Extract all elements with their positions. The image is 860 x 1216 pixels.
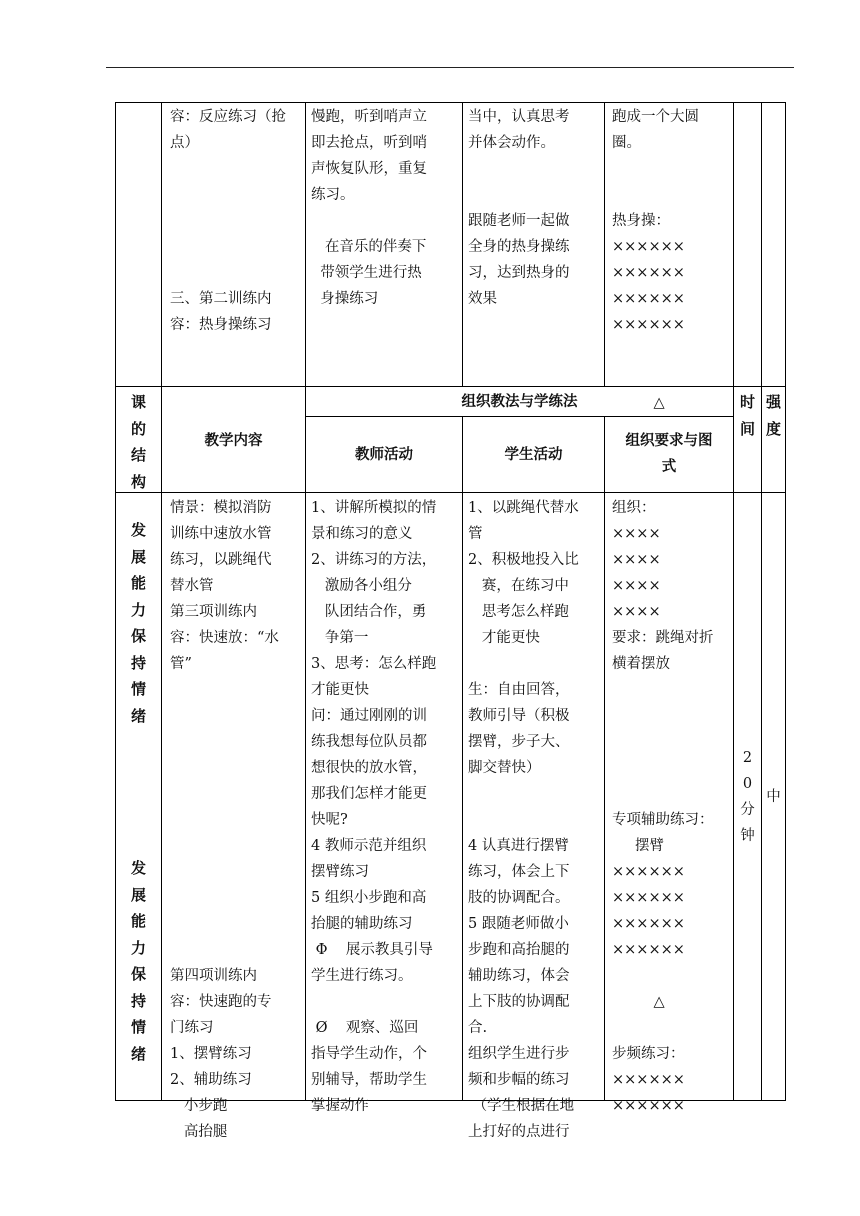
structure-char: 绪	[130, 706, 146, 725]
content-line: 容：快速跑的专	[170, 994, 272, 1010]
body-org-cell	[612, 495, 732, 1119]
structure-char: 能	[130, 574, 146, 592]
student-line: 全身的热身操练	[468, 239, 570, 255]
content-line: 三、第二训练内	[170, 291, 272, 307]
header-intensity	[762, 389, 785, 442]
body-student-cell	[468, 495, 603, 1145]
structure-char: 力	[130, 938, 146, 957]
teacher-line: 慢跑，听到哨声立	[311, 109, 427, 125]
student-line: 1、以跳绳代替水	[468, 500, 579, 516]
org-line: 圈。	[612, 135, 641, 151]
student-line: 才能更快	[468, 630, 540, 646]
teacher-line: 想很快的放水管，	[311, 760, 427, 776]
col-line-4	[604, 102, 605, 386]
org-line	[612, 156, 732, 182]
teacher-line	[311, 989, 461, 1015]
org-line: ××××××	[612, 916, 685, 932]
teacher-line: 摆臂练习	[311, 864, 369, 880]
org-line: 步频练习：	[612, 1046, 685, 1062]
content-line	[170, 234, 305, 260]
org-line: 要求：跳绳对折	[612, 630, 714, 646]
student-line: 效果	[468, 291, 497, 307]
teacher-line: 练习。	[311, 187, 355, 203]
header-char: 结	[130, 446, 146, 464]
content-line: 1、摆臂练习	[170, 1046, 252, 1062]
teacher-line: 激励各小组分	[311, 578, 412, 594]
org-line: ××××	[612, 578, 661, 594]
content-line: 门练习	[170, 1020, 214, 1036]
teacher-line: 别辅导，帮助学生	[311, 1072, 427, 1088]
content-line	[170, 807, 305, 833]
org-line: △	[612, 994, 665, 1010]
student-line: 2、积极地投入比	[468, 552, 579, 568]
structure-char: 能	[130, 912, 146, 930]
content-line: 管”	[170, 656, 192, 672]
content-line	[170, 833, 305, 859]
student-line: 生：自由回答，	[468, 682, 570, 698]
content-line	[170, 182, 305, 208]
structure-char: 展	[130, 885, 146, 904]
teacher-line: 带领学生进行热	[311, 265, 422, 281]
teacher-line: 景和练习的意义	[311, 526, 413, 542]
student-line: 辅助练习，体会	[468, 968, 570, 984]
teacher-line: 那我们怎样才能更	[311, 786, 427, 802]
student-line: 并体会动作。	[468, 135, 555, 151]
student-line	[468, 182, 603, 208]
content-line	[170, 911, 305, 937]
student-line: 肢的协调配合。	[468, 890, 570, 906]
student-line: 跟随老师一起做	[468, 213, 570, 229]
teacher-line: 指导学生动作，个	[311, 1046, 427, 1062]
org-line	[612, 703, 732, 729]
structure-char: 持	[130, 991, 146, 1010]
header-char: 构	[130, 472, 146, 491]
teacher-line: Φ 展示教具引导	[311, 942, 433, 958]
top-content-cell	[170, 104, 305, 338]
col-line-2	[305, 102, 306, 1101]
teacher-line: 争第一	[311, 630, 369, 646]
content-line	[170, 755, 305, 781]
structure-char: 情	[130, 680, 146, 698]
student-line: 5 跟随老师做小	[468, 916, 569, 932]
body-teacher-cell	[311, 495, 461, 1119]
org-line: ××××××	[612, 317, 685, 333]
teacher-line: Ø 观察、巡回	[311, 1020, 419, 1036]
content-line: 容：快速放：“水	[170, 630, 279, 646]
header-char: 时	[739, 393, 755, 411]
col-line-1	[161, 102, 162, 1101]
header-content: 教学内容	[204, 433, 263, 449]
col-line-3b	[462, 416, 463, 1101]
teacher-line: 队团结合作，勇	[311, 604, 427, 620]
table-border-subheader	[305, 416, 733, 417]
student-line	[468, 781, 603, 807]
student-line: 组织学生进行步	[468, 1046, 570, 1062]
teacher-line: 声恢复队形，重复	[311, 161, 427, 177]
teacher-line: 4 教师示范并组织	[311, 838, 427, 854]
structure-char: 持	[130, 653, 146, 672]
teacher-line: 2、讲练习的方法，	[311, 552, 437, 568]
structure-char: 情	[130, 1018, 146, 1036]
body-content-cell	[170, 495, 305, 1145]
content-line	[170, 859, 305, 885]
header-char: 间	[739, 419, 755, 438]
content-line: 替水管	[170, 578, 214, 594]
content-line: 点）	[170, 135, 199, 151]
time-char: 分	[740, 802, 755, 818]
org-line	[612, 677, 732, 703]
teacher-line: 3、思考：怎么样跑	[311, 656, 437, 672]
teacher-line: 问：通过刚刚的训	[311, 708, 427, 724]
content-line	[170, 260, 305, 286]
structure-label-b	[116, 855, 161, 1067]
time-char: 钟	[740, 828, 755, 844]
content-line	[170, 156, 305, 182]
col-line-3	[462, 102, 463, 386]
org-line	[612, 364, 732, 390]
content-line: 练习，以跳绳代	[170, 552, 272, 568]
structure-char: 展	[130, 547, 146, 566]
org-line: ××××	[612, 552, 661, 568]
student-line: 管	[468, 526, 483, 542]
structure-char: 保	[130, 627, 146, 645]
org-line	[612, 182, 732, 208]
org-line: 专项辅助练习：	[612, 812, 714, 828]
student-line: 当中，认真思考	[468, 109, 570, 125]
org-line	[612, 338, 732, 364]
teacher-line: 即去抢点，听到哨	[311, 135, 427, 151]
org-line: ××××××	[612, 239, 685, 255]
org-line: ××××××	[612, 291, 685, 307]
header-line: 式	[661, 459, 677, 475]
student-line	[468, 651, 603, 677]
col-line-7	[785, 102, 786, 1101]
structure-char: 绪	[130, 1044, 146, 1063]
org-line	[612, 729, 732, 755]
org-line: ××××××	[612, 1098, 685, 1114]
org-line: ××××××	[612, 942, 685, 958]
teacher-line: 1、讲解所模拟的情	[311, 500, 437, 516]
org-line: 摆臂	[612, 838, 665, 854]
top-org-cell	[612, 104, 732, 416]
structure-char: 保	[130, 965, 146, 983]
top-student-cell	[468, 104, 603, 312]
org-line	[612, 963, 732, 989]
col-line-4b	[604, 416, 605, 1101]
teacher-line: 5 组织小步跑和高	[311, 890, 427, 906]
header-group: 组织教法与学练法	[461, 394, 578, 410]
header-structure	[116, 389, 161, 495]
content-line	[170, 885, 305, 911]
teacher-line	[311, 208, 461, 234]
header-line: 组织要求与图	[625, 433, 713, 449]
header-char: 的	[130, 419, 146, 438]
header-org	[605, 428, 733, 480]
student-line	[468, 156, 603, 182]
student-line: 脚交替快）	[468, 760, 541, 776]
org-line: ××××	[612, 604, 661, 620]
content-line: 容：反应练习（抢	[170, 109, 286, 125]
content-line: 第四项训练内	[170, 968, 257, 984]
student-line: 摆臂，步子大、	[468, 734, 570, 750]
body-intensity-cell: 中	[766, 789, 781, 805]
org-line: 横着摆放	[612, 656, 670, 672]
student-line: 教师引导（积极	[468, 708, 570, 724]
student-line: （学生根据在地	[468, 1098, 575, 1114]
teacher-line: 掌握动作	[311, 1098, 369, 1114]
org-line: ××××××	[612, 890, 685, 906]
student-line	[468, 807, 603, 833]
student-line: 4 认真进行摆臂	[468, 838, 569, 854]
content-line	[170, 937, 305, 963]
content-line: 2、辅助练习	[170, 1072, 252, 1088]
header-student: 学生活动	[504, 447, 563, 463]
student-line: 合.	[468, 1020, 488, 1036]
student-line: 上下肢的协调配	[468, 994, 570, 1010]
header-char: 课	[130, 393, 146, 411]
org-line: ××××××	[612, 1072, 685, 1088]
content-line	[170, 208, 305, 234]
student-line: 上打好的点进行	[468, 1124, 570, 1140]
top-teacher-cell	[311, 104, 461, 312]
student-line: 频和步幅的练习	[468, 1072, 570, 1088]
org-line: ××××××	[612, 864, 685, 880]
content-line: 小步跑	[170, 1098, 228, 1114]
content-line	[170, 729, 305, 755]
structure-char: 发	[130, 859, 146, 877]
teacher-line: 身操练习	[311, 291, 379, 307]
table-border-top	[115, 102, 786, 103]
org-line: ××××	[612, 526, 661, 542]
col-line-6	[761, 102, 762, 1101]
header-char: 强	[765, 393, 781, 411]
header-time	[734, 389, 761, 442]
structure-char: 力	[130, 600, 146, 619]
structure-label-a	[116, 517, 161, 729]
org-line	[612, 755, 732, 781]
content-line: 高抬腿	[170, 1124, 228, 1140]
content-line	[170, 677, 305, 703]
teacher-line: 快呢?	[311, 812, 348, 828]
student-line: 赛，在练习中	[468, 578, 569, 594]
col-line-5	[733, 102, 734, 1101]
content-line: 容：热身操练习	[170, 317, 272, 333]
org-line: 组织：	[612, 500, 656, 516]
org-line: ××××××	[612, 265, 685, 281]
teacher-line: 才能更快	[311, 682, 369, 698]
header-rule	[106, 67, 794, 68]
content-line: 第三项训练内	[170, 604, 257, 620]
table-border-header	[115, 492, 786, 493]
header-teacher: 教师活动	[355, 447, 413, 463]
org-line: 热身操：	[612, 213, 670, 229]
teacher-line: 学生进行练习。	[311, 968, 413, 984]
content-line: 训练中速放水管	[170, 526, 272, 542]
org-line	[612, 781, 732, 807]
body-time-cell	[734, 745, 761, 849]
teacher-line: 抬腿的辅助练习	[311, 916, 413, 932]
org-line: △	[612, 395, 665, 411]
student-line: 步跑和高抬腿的	[468, 942, 570, 958]
header-char: 度	[765, 419, 781, 438]
student-line: 练习，体会上下	[468, 864, 570, 880]
time-char: 0	[742, 776, 753, 792]
time-char: 2	[742, 750, 753, 766]
teacher-line: 在音乐的伴奏下	[311, 239, 427, 255]
org-line: 跑成一个大圆	[612, 109, 699, 125]
student-line: 习，达到热身的	[468, 265, 570, 281]
structure-char: 发	[130, 521, 146, 539]
org-line	[612, 1015, 732, 1041]
student-line: 思考怎么样跑	[468, 604, 569, 620]
teacher-line: 练我想每位队员都	[311, 734, 427, 750]
content-line	[170, 703, 305, 729]
content-line: 情景：模拟消防	[170, 500, 272, 516]
content-line	[170, 781, 305, 807]
